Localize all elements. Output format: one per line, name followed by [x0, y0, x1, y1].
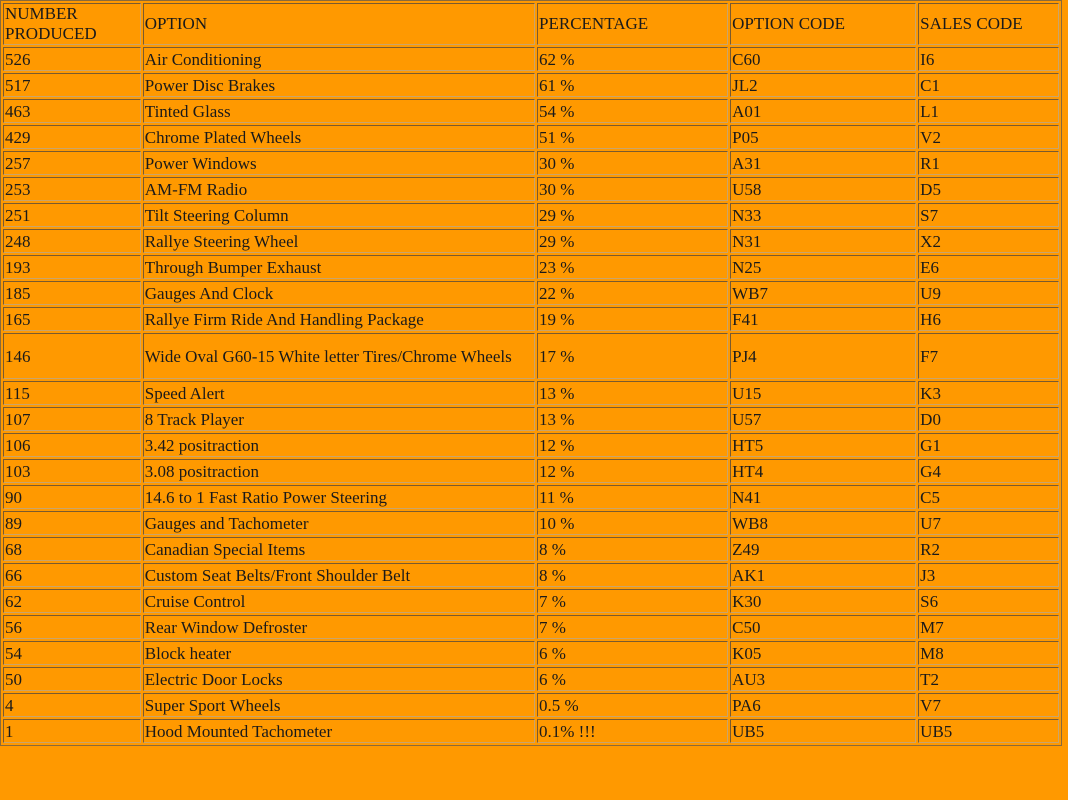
cell-number-produced: 50: [3, 667, 141, 691]
table-row: [3, 73, 1059, 97]
table-row: [3, 229, 1059, 253]
cell-sales-code: U9: [918, 281, 1059, 305]
cell-option: Rallye Steering Wheel: [143, 229, 535, 253]
cell-option: Gauges And Clock: [143, 281, 535, 305]
cell-sales-code: M7: [918, 615, 1059, 639]
cell-option-code: K30: [730, 589, 916, 613]
cell-option: Block heater: [143, 641, 535, 665]
cell-number-produced: 165: [3, 307, 141, 331]
table-row: [3, 47, 1059, 71]
cell-number-produced: 4: [3, 693, 141, 717]
cell-number-produced: 68: [3, 537, 141, 561]
cell-option: 3.42 positraction: [143, 433, 535, 457]
cell-percentage: 61 %: [537, 73, 728, 97]
cell-percentage: 13 %: [537, 407, 728, 431]
cell-number-produced: 66: [3, 563, 141, 587]
cell-number-produced: 248: [3, 229, 141, 253]
cell-number-produced: 185: [3, 281, 141, 305]
cell-option: Rallye Firm Ride And Handling Package: [143, 307, 535, 331]
cell-percentage: 6 %: [537, 641, 728, 665]
cell-percentage: 30 %: [537, 151, 728, 175]
cell-option-code: C60: [730, 47, 916, 71]
table-row: [3, 589, 1059, 613]
cell-number-produced: 107: [3, 407, 141, 431]
cell-option-code: WB7: [730, 281, 916, 305]
cell-option-code: F41: [730, 307, 916, 331]
cell-sales-code: I6: [918, 47, 1059, 71]
cell-option-code: HT5: [730, 433, 916, 457]
cell-percentage: 13 %: [537, 381, 728, 405]
cell-option: Through Bumper Exhaust: [143, 255, 535, 279]
cell-option: Canadian Special Items: [143, 537, 535, 561]
cell-sales-code: UB5: [918, 719, 1059, 743]
header-percentage: PERCENTAGE: [537, 3, 728, 45]
cell-sales-code: F7: [918, 333, 1059, 379]
cell-option: Electric Door Locks: [143, 667, 535, 691]
cell-percentage: 23 %: [537, 255, 728, 279]
cell-number-produced: 463: [3, 99, 141, 123]
cell-sales-code: K3: [918, 381, 1059, 405]
cell-sales-code: X2: [918, 229, 1059, 253]
cell-sales-code: U7: [918, 511, 1059, 535]
table-row: [3, 99, 1059, 123]
cell-option-code: N41: [730, 485, 916, 509]
cell-option-code: N25: [730, 255, 916, 279]
cell-number-produced: 526: [3, 47, 141, 71]
cell-option: Air Conditioning: [143, 47, 535, 71]
cell-option: Super Sport Wheels: [143, 693, 535, 717]
cell-option-code: K05: [730, 641, 916, 665]
cell-option: Custom Seat Belts/Front Shoulder Belt: [143, 563, 535, 587]
cell-option-code: C50: [730, 615, 916, 639]
cell-option-code: PA6: [730, 693, 916, 717]
cell-percentage: 10 %: [537, 511, 728, 535]
header-option: OPTION: [143, 3, 535, 45]
cell-option: Rear Window Defroster: [143, 615, 535, 639]
cell-number-produced: 62: [3, 589, 141, 613]
cell-sales-code: C5: [918, 485, 1059, 509]
cell-option-code: U15: [730, 381, 916, 405]
cell-sales-code: V2: [918, 125, 1059, 149]
cell-option: Chrome Plated Wheels: [143, 125, 535, 149]
cell-option: Tinted Glass: [143, 99, 535, 123]
table-row: [3, 719, 1059, 743]
cell-option-code: AU3: [730, 667, 916, 691]
cell-percentage: 51 %: [537, 125, 728, 149]
cell-option: AM-FM Radio: [143, 177, 535, 201]
cell-number-produced: 89: [3, 511, 141, 535]
cell-option-code: Z49: [730, 537, 916, 561]
cell-sales-code: R2: [918, 537, 1059, 561]
cell-percentage: 6 %: [537, 667, 728, 691]
cell-option: 8 Track Player: [143, 407, 535, 431]
cell-percentage: 11 %: [537, 485, 728, 509]
cell-number-produced: 253: [3, 177, 141, 201]
table-row: [3, 255, 1059, 279]
table-row: [3, 693, 1059, 717]
cell-percentage: 7 %: [537, 615, 728, 639]
table-row: [3, 151, 1059, 175]
cell-sales-code: S7: [918, 203, 1059, 227]
cell-sales-code: T2: [918, 667, 1059, 691]
cell-sales-code: D0: [918, 407, 1059, 431]
cell-number-produced: 90: [3, 485, 141, 509]
cell-number-produced: 517: [3, 73, 141, 97]
cell-sales-code: S6: [918, 589, 1059, 613]
cell-percentage: 0.1% !!!: [537, 719, 728, 743]
cell-sales-code: H6: [918, 307, 1059, 331]
cell-percentage: 22 %: [537, 281, 728, 305]
cell-option-code: HT4: [730, 459, 916, 483]
cell-number-produced: 106: [3, 433, 141, 457]
cell-percentage: 54 %: [537, 99, 728, 123]
table-row: [3, 381, 1059, 405]
cell-sales-code: E6: [918, 255, 1059, 279]
table-row: [3, 537, 1059, 561]
cell-percentage: 12 %: [537, 433, 728, 457]
cell-option: Tilt Steering Column: [143, 203, 535, 227]
cell-sales-code: C1: [918, 73, 1059, 97]
cell-option-code: AK1: [730, 563, 916, 587]
table-row: [3, 433, 1059, 457]
cell-sales-code: J3: [918, 563, 1059, 587]
cell-number-produced: 257: [3, 151, 141, 175]
table-row: [3, 407, 1059, 431]
header-option-code: OPTION CODE: [730, 3, 916, 45]
cell-option: Speed Alert: [143, 381, 535, 405]
cell-option-code: WB8: [730, 511, 916, 535]
cell-option: 14.6 to 1 Fast Ratio Power Steering: [143, 485, 535, 509]
cell-percentage: 62 %: [537, 47, 728, 71]
cell-sales-code: G4: [918, 459, 1059, 483]
cell-number-produced: 115: [3, 381, 141, 405]
cell-option-code: A01: [730, 99, 916, 123]
cell-number-produced: 56: [3, 615, 141, 639]
cell-percentage: 29 %: [537, 229, 728, 253]
table-body: [3, 47, 1059, 743]
cell-option-code: U58: [730, 177, 916, 201]
cell-option: Wide Oval G60-15 White letter Tires/Chrome Wheels: [143, 333, 535, 379]
cell-number-produced: 103: [3, 459, 141, 483]
cell-option: Cruise Control: [143, 589, 535, 613]
cell-option: Power Disc Brakes: [143, 73, 535, 97]
cell-percentage: 29 %: [537, 203, 728, 227]
cell-option: Power Windows: [143, 151, 535, 175]
cell-number-produced: 429: [3, 125, 141, 149]
cell-number-produced: 54: [3, 641, 141, 665]
cell-number-produced: 1: [3, 719, 141, 743]
cell-option-code: UB5: [730, 719, 916, 743]
table-row: [3, 125, 1059, 149]
cell-percentage: 17 %: [537, 333, 728, 379]
cell-sales-code: V7: [918, 693, 1059, 717]
cell-option: Hood Mounted Tachometer: [143, 719, 535, 743]
cell-number-produced: 193: [3, 255, 141, 279]
header-number-produced: NUMBER PRODUCED: [3, 3, 141, 45]
table-row: [3, 485, 1059, 509]
header-row: [3, 3, 1059, 45]
header-sales-code: SALES CODE: [918, 3, 1059, 45]
cell-sales-code: G1: [918, 433, 1059, 457]
cell-option-code: N33: [730, 203, 916, 227]
table-row: [3, 511, 1059, 535]
cell-sales-code: M8: [918, 641, 1059, 665]
cell-percentage: 19 %: [537, 307, 728, 331]
cell-option-code: N31: [730, 229, 916, 253]
table-row: [3, 459, 1059, 483]
cell-option: 3.08 positraction: [143, 459, 535, 483]
cell-sales-code: D5: [918, 177, 1059, 201]
cell-sales-code: R1: [918, 151, 1059, 175]
table-row: [3, 563, 1059, 587]
cell-percentage: 30 %: [537, 177, 728, 201]
cell-percentage: 12 %: [537, 459, 728, 483]
table-row: [3, 667, 1059, 691]
cell-sales-code: L1: [918, 99, 1059, 123]
cell-percentage: 7 %: [537, 589, 728, 613]
cell-option-code: PJ4: [730, 333, 916, 379]
table-row: [3, 307, 1059, 331]
cell-percentage: 8 %: [537, 563, 728, 587]
cell-option-code: P05: [730, 125, 916, 149]
cell-number-produced: 146: [3, 333, 141, 379]
cell-percentage: 0.5 %: [537, 693, 728, 717]
cell-option: Gauges and Tachometer: [143, 511, 535, 535]
table-row: [3, 177, 1059, 201]
cell-option-code: A31: [730, 151, 916, 175]
cell-option-code: U57: [730, 407, 916, 431]
table-row: [3, 615, 1059, 639]
cell-percentage: 8 %: [537, 537, 728, 561]
table-row: [3, 281, 1059, 305]
table-row: [3, 333, 1059, 379]
cell-number-produced: 251: [3, 203, 141, 227]
table-row: [3, 641, 1059, 665]
table-row: [3, 203, 1059, 227]
cell-option-code: JL2: [730, 73, 916, 97]
